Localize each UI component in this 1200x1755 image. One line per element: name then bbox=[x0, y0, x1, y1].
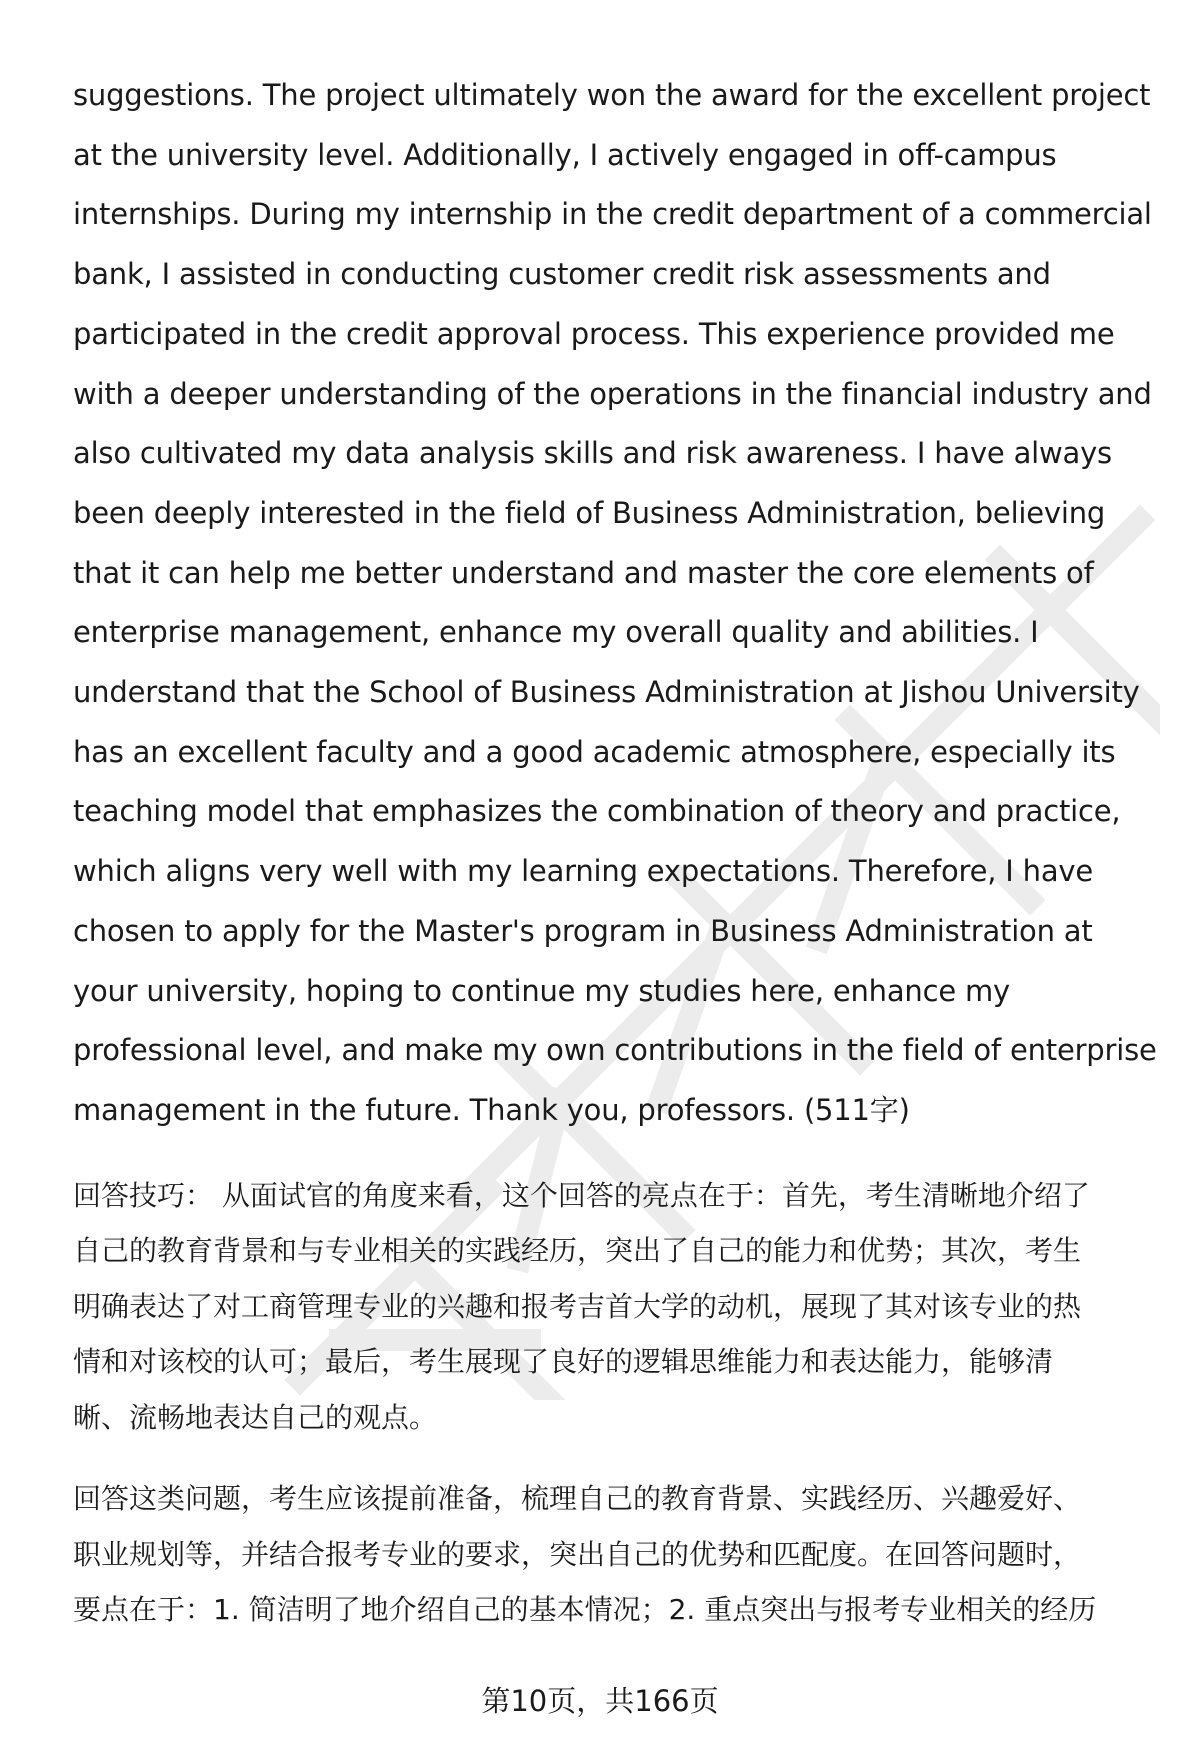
text-line: that it can help me better understand and master the core elements of bbox=[73, 555, 1094, 590]
text-line: 自己的教育背景和与专业相关的实践经历，突出了自己的能力和优势；其次，考生 bbox=[73, 1234, 1082, 1268]
text-line: chosen to apply for the Master's program in Business Administration at bbox=[73, 913, 1093, 948]
text-line: with a deeper understanding of the operations in the financial industry and bbox=[73, 376, 1152, 411]
text-line: understand that the School of Business Administration at Jishou University bbox=[73, 675, 1140, 710]
text-line: bank, I assisted in conducting customer credit risk assessments and bbox=[73, 257, 1051, 292]
page-content bbox=[73, 66, 1157, 1638]
text-line: professional level, and make my own contributions in the field of enterprise bbox=[73, 1033, 1157, 1068]
advice-paragraph bbox=[73, 1471, 1153, 1638]
answer-tips-paragraph bbox=[73, 1168, 1153, 1446]
text-line: which aligns very well with my learning expectations. Therefore, I have bbox=[73, 854, 1094, 889]
text-line: participated in the credit approval process. This experience provided me bbox=[73, 316, 1115, 351]
text-line: 明确表达了对工商管理专业的兴趣和报考吉首大学的动机，展现了其对该专业的热 bbox=[73, 1289, 1082, 1323]
text-line: 职业规划等，并结合报考专业的要求，突出自己的优势和匹配度。在回答问题时， bbox=[73, 1537, 1082, 1571]
english-answer-paragraph bbox=[73, 66, 1157, 1141]
text-line: teaching model that emphasizes the combination of theory and practice, bbox=[73, 794, 1121, 829]
text-line: suggestions. The project ultimately won the award for the excellent project bbox=[73, 78, 1151, 112]
text-line: also cultivated my data analysis skills and risk awareness. I have always bbox=[73, 436, 1112, 471]
page-indicator: 第10页，共166页 bbox=[481, 1684, 719, 1718]
text-line: your university, hoping to continue my studies here, enhance my bbox=[73, 973, 1011, 1008]
text-line: been deeply interested in the field of Business Administration, believing bbox=[73, 495, 1106, 530]
text-line: 回答技巧： 从面试官的角度来看，这个回答的亮点在于：首先，考生清晰地介绍了 bbox=[73, 1178, 1090, 1212]
text-line: 晰、流畅地表达自己的观点。 bbox=[73, 1400, 438, 1434]
text-line: has an excellent faculty and a good academic atmosphere, especially its bbox=[73, 734, 1116, 769]
text-line: 情和对该校的认可；最后，考生展现了良好的逻辑思维能力和表达能力，能够清 bbox=[73, 1345, 1054, 1379]
text-line: enterprise management, enhance my overall quality and abilities. I bbox=[73, 615, 1039, 650]
text-line: 回答这类问题，考生应该提前准备，梳理自己的教育背景、实践经历、兴趣爱好、 bbox=[73, 1482, 1082, 1516]
text-line: internships. During my internship in the credit department of a commercial bbox=[73, 197, 1152, 232]
text-line: 要点在于：1. 简洁明了地介绍自己的基本情况；2. 重点突出与报考专业相关的经历 bbox=[73, 1593, 1097, 1627]
text-line: at the university level. Additionally, I actively engaged in off-campus bbox=[73, 137, 1057, 172]
text-line: management in the future. Thank you, professors. (511字) bbox=[73, 1092, 910, 1127]
page-footer bbox=[0, 1681, 1200, 1721]
